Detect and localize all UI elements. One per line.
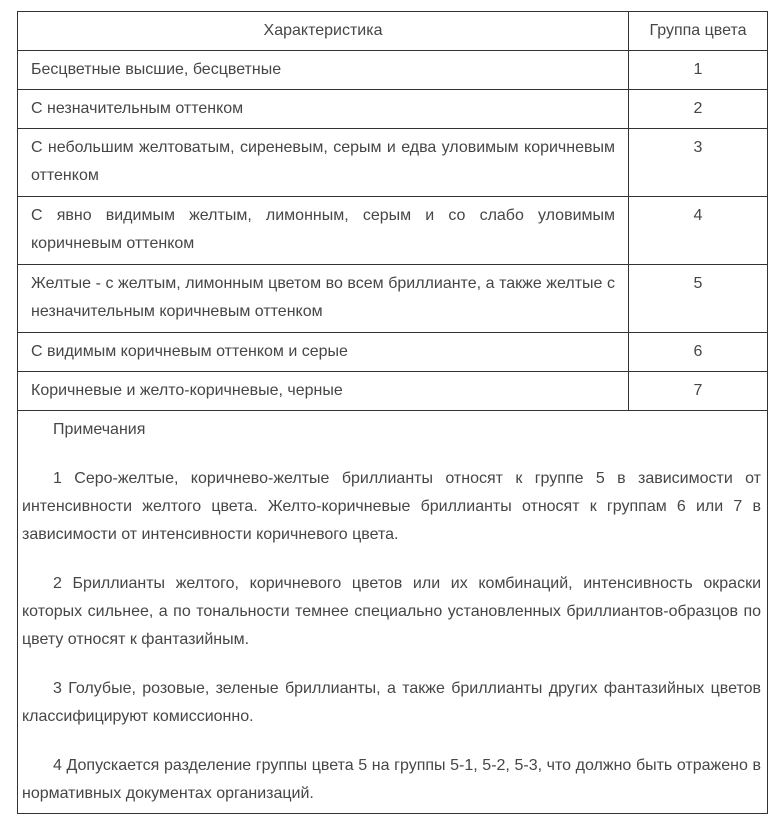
color-group-cell: 4 [629, 197, 768, 265]
notes-title: Примечания [53, 421, 146, 438]
table-row [18, 51, 768, 90]
characteristic-cell: Желтые - с желтым, лимонным цветом во всем бриллианте, а также желтые с незначительным коричневым оттенком [18, 265, 629, 333]
table-row [18, 333, 768, 372]
color-group-cell: 1 [629, 51, 768, 90]
color-group-table [17, 11, 768, 814]
notes-row [18, 411, 768, 814]
characteristic-cell: С явно видимым желтым, лимонным, серым и со слабо уловимым коричневым оттенком [18, 197, 629, 265]
characteristic-cell: С видимым коричневым оттенком и серые [18, 333, 629, 372]
color-group-cell: 2 [629, 90, 768, 129]
header-color-group: Группа цвета [629, 12, 768, 51]
note-item-2: 2 Бриллианты желтого, коричневого цветов или их комбинаций, интенсивность окраски которых сильнее, а по тональности темнее специально установленных бриллиантов-образцов по цвету относят к фантазийным. [22, 575, 761, 648]
table-row [18, 90, 768, 129]
characteristic-cell: Коричневые и желто-коричневые, черные [18, 372, 629, 411]
header-characteristic: Характеристика [18, 12, 629, 51]
note-item-4: 4 Допускается разделение группы цвета 5 на группы 5-1, 5-2, 5-3, что должно быть отражено в нормативных документах организаций. [22, 757, 761, 802]
color-group-cell: 5 [629, 265, 768, 333]
characteristic-cell: Бесцветные высшие, бесцветные [18, 51, 629, 90]
color-group-cell: 7 [629, 372, 768, 411]
characteristic-cell: С небольшим желтоватым, сиреневым, серым и едва уловимым коричневым оттенком [18, 129, 629, 197]
color-group-cell: 6 [629, 333, 768, 372]
table-row [18, 372, 768, 411]
table-header-row [18, 12, 768, 51]
characteristic-cell: С незначительным оттенком [18, 90, 629, 129]
page [0, 11, 783, 834]
table-row [18, 197, 768, 265]
notes-cell [18, 411, 768, 814]
table-row [18, 265, 768, 333]
note-item-3: 3 Голубые, розовые, зеленые бриллианты, а также бриллианты других фантазийных цветов классифицируют комиссионно. [22, 680, 761, 725]
table-row [18, 129, 768, 197]
note-item-1: 1 Серо-желтые, коричнево-желтые бриллианты относят к группе 5 в зависимости от интенсивности желтого цвета. Желто-коричневые бриллианты относят к группам 6 или 7 в зависимости от интенсивности коричневого цвета. [22, 470, 761, 543]
color-group-cell: 3 [629, 129, 768, 197]
